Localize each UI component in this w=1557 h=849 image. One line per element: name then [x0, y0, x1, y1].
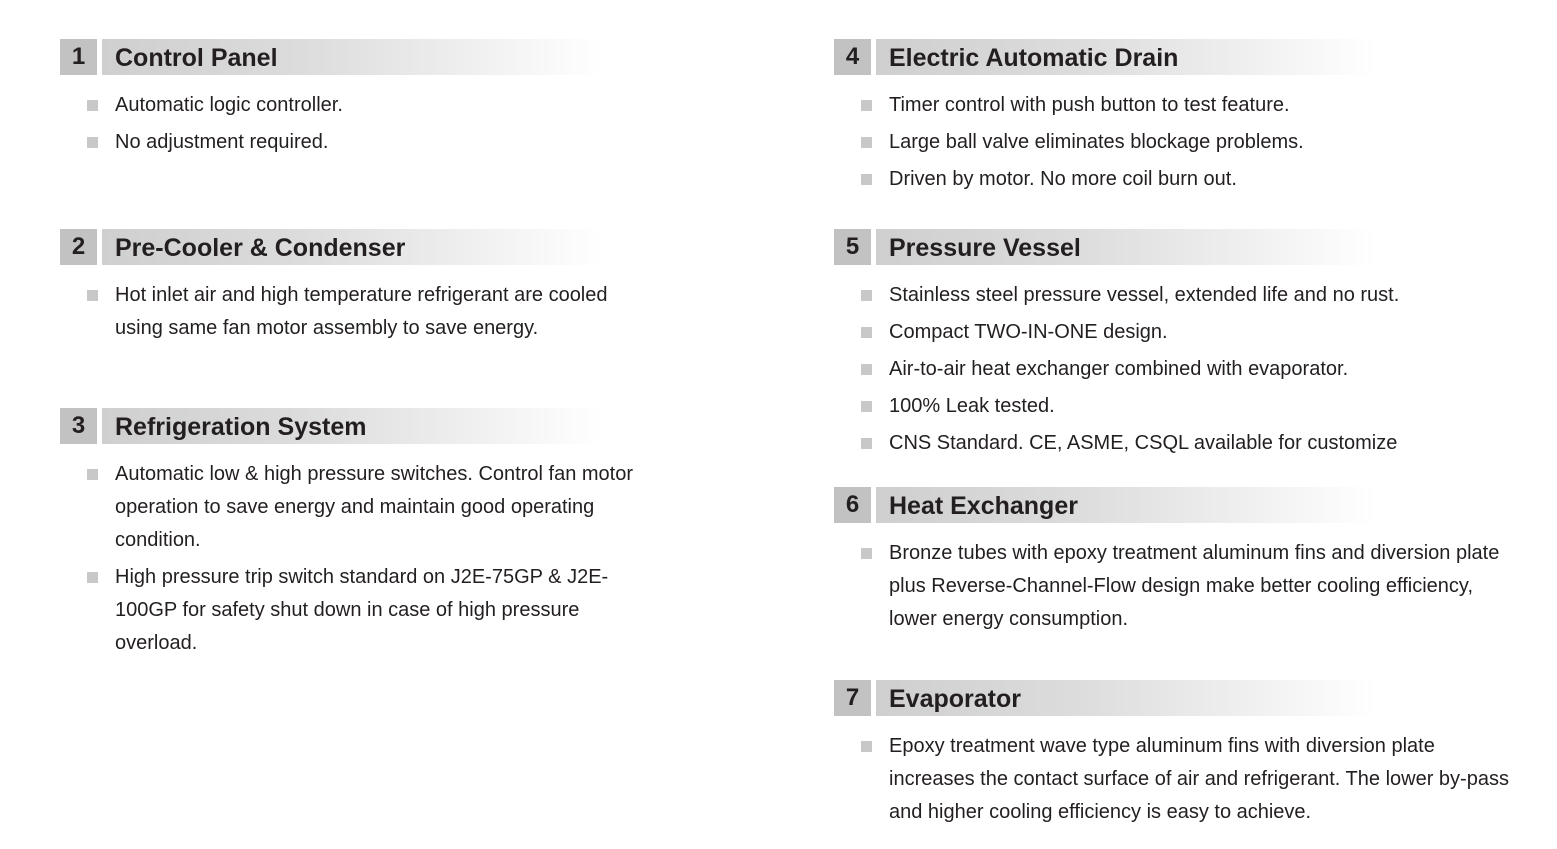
section-header — [60, 408, 760, 444]
bullet-item — [834, 89, 1509, 122]
bullet-text: Driven by motor. No more coil burn out. — [889, 168, 1237, 190]
section-header — [60, 39, 760, 75]
bullet-list — [834, 537, 1534, 636]
bullet-text: Stainless steel pressure vessel, extended life and no rust. — [889, 284, 1400, 306]
bullet-item — [60, 458, 660, 557]
bullet-item — [834, 163, 1509, 196]
section-header — [60, 229, 760, 265]
section-control-panel — [60, 39, 760, 163]
bullet-item — [834, 126, 1509, 159]
square-bullet-icon — [87, 100, 98, 111]
section-title: Pressure Vessel — [889, 234, 1081, 262]
square-bullet-icon — [861, 548, 872, 559]
bullet-text: Air-to-air heat exchanger combined with evaporator. — [889, 358, 1349, 380]
bullet-item — [60, 89, 660, 122]
bullet-item — [834, 537, 1509, 636]
section-pressure-vessel — [834, 229, 1534, 464]
square-bullet-icon — [861, 100, 872, 111]
bullet-text: Compact TWO-IN-ONE design. — [889, 321, 1168, 343]
bullet-list — [60, 279, 760, 345]
section-number: 7 — [834, 680, 871, 716]
bullet-item — [834, 427, 1509, 460]
bullet-text: Automatic low & high pressure switches. Control fan motor operation to save energy and maintain good operating condition. — [115, 463, 633, 551]
section-number: 3 — [60, 408, 97, 444]
section-evaporator — [834, 680, 1534, 833]
bullet-item — [834, 279, 1509, 312]
square-bullet-icon — [861, 401, 872, 412]
bullet-text: Bronze tubes with epoxy treatment aluminum fins and diversion plate plus Reverse-Channel-Flow design make better cooling efficiency, lower energy consumption. — [889, 542, 1500, 630]
bullet-item — [60, 279, 660, 345]
bullet-text: Epoxy treatment wave type aluminum fins with diversion plate increases the contact surface of air and refrigerant. The lower by-pass and higher cooling efficiency is easy to achieve. — [889, 735, 1509, 823]
bullet-list — [834, 730, 1534, 829]
square-bullet-icon — [87, 290, 98, 301]
section-electric-automatic-drain — [834, 39, 1534, 200]
section-number: 5 — [834, 229, 871, 265]
square-bullet-icon — [87, 572, 98, 583]
section-header — [834, 39, 1534, 75]
bullet-text: High pressure trip switch standard on J2E-75GP & J2E-100GP for safety shut down in case of high pressure overload. — [115, 566, 609, 654]
bullet-text: Hot inlet air and high temperature refrigerant are cooled using same fan motor assembly to save energy. — [115, 284, 608, 339]
square-bullet-icon — [861, 741, 872, 752]
square-bullet-icon — [87, 137, 98, 148]
bullet-item — [834, 353, 1509, 386]
square-bullet-icon — [861, 364, 872, 375]
bullet-text: Timer control with push button to test feature. — [889, 94, 1290, 116]
section-number: 1 — [60, 39, 97, 75]
section-title: Heat Exchanger — [889, 492, 1078, 520]
bullet-text: Large ball valve eliminates blockage problems. — [889, 131, 1304, 153]
square-bullet-icon — [861, 137, 872, 148]
section-refrigeration-system — [60, 408, 760, 664]
section-title: Electric Automatic Drain — [889, 44, 1179, 72]
square-bullet-icon — [861, 174, 872, 185]
bullet-item — [834, 390, 1509, 423]
bullet-text: Automatic logic controller. — [115, 94, 343, 116]
bullet-item — [60, 561, 660, 660]
square-bullet-icon — [87, 469, 98, 480]
section-number: 4 — [834, 39, 871, 75]
section-header — [834, 680, 1534, 716]
section-title: Pre-Cooler & Condenser — [115, 234, 406, 262]
bullet-text: 100% Leak tested. — [889, 395, 1055, 417]
bullet-text: CNS Standard. CE, ASME, CSQL available for customize — [889, 432, 1398, 454]
square-bullet-icon — [861, 438, 872, 449]
section-number: 2 — [60, 229, 97, 265]
square-bullet-icon — [861, 290, 872, 301]
bullet-item — [834, 730, 1509, 829]
section-heat-exchanger — [834, 487, 1534, 640]
bullet-text: No adjustment required. — [115, 131, 329, 153]
bullet-list — [834, 279, 1534, 460]
section-title: Evaporator — [889, 685, 1021, 713]
bullet-list — [60, 89, 760, 159]
bullet-list — [834, 89, 1534, 196]
section-header — [834, 229, 1534, 265]
bullet-list — [60, 458, 760, 660]
bullet-item — [60, 126, 660, 159]
section-pre-cooler-condenser — [60, 229, 760, 349]
section-number: 6 — [834, 487, 871, 523]
square-bullet-icon — [861, 327, 872, 338]
bullet-item — [834, 316, 1509, 349]
section-header — [834, 487, 1534, 523]
section-title: Refrigeration System — [115, 413, 367, 441]
section-title: Control Panel — [115, 44, 278, 72]
